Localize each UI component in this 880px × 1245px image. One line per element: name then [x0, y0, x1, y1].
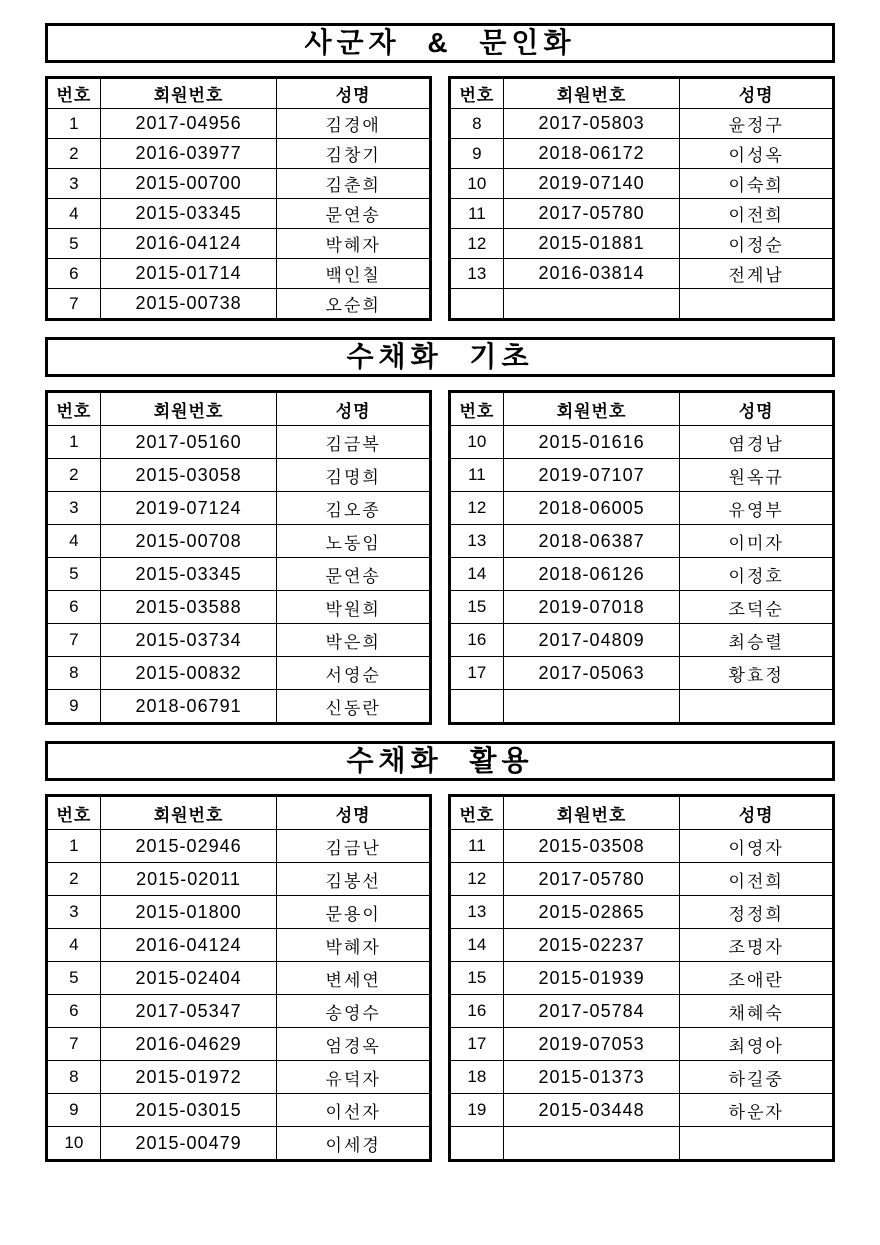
column-header: 성명 — [680, 796, 834, 830]
cell-member-id: 2015-01373 — [503, 1061, 680, 1094]
cell-member-id: 2015-02237 — [503, 929, 680, 962]
cell-number: 2 — [47, 459, 101, 492]
cell-number: 13 — [450, 525, 504, 558]
cell-name: 박원희 — [277, 591, 431, 624]
cell-name: 원옥규 — [680, 459, 834, 492]
cell-name: 이숙희 — [680, 169, 834, 199]
cell-number: 16 — [450, 995, 504, 1028]
cell-number: 6 — [47, 259, 101, 289]
header-row — [450, 78, 834, 109]
cell-name: 염경남 — [680, 426, 834, 459]
cell-number: 8 — [47, 1061, 101, 1094]
column-header: 번호 — [47, 392, 101, 426]
member-row — [450, 1028, 834, 1061]
member-row — [450, 591, 834, 624]
cell-member-id — [503, 289, 680, 320]
cell-name: 이정순 — [680, 229, 834, 259]
cell-name: 이성옥 — [680, 139, 834, 169]
member-row — [47, 139, 431, 169]
member-row — [450, 426, 834, 459]
member-row — [47, 229, 431, 259]
cell-name: 김금난 — [277, 830, 431, 863]
cell-member-id: 2016-04124 — [100, 229, 277, 259]
member-row — [450, 459, 834, 492]
cell-number: 3 — [47, 492, 101, 525]
cell-number: 5 — [47, 962, 101, 995]
cell-member-id: 2017-05347 — [100, 995, 277, 1028]
member-row — [47, 863, 431, 896]
cell-member-id: 2015-01881 — [503, 229, 680, 259]
header-row — [47, 796, 431, 830]
cell-number: 7 — [47, 624, 101, 657]
cell-name: 서영순 — [277, 657, 431, 690]
member-row — [47, 492, 431, 525]
member-row — [47, 558, 431, 591]
cell-number: 10 — [47, 1127, 101, 1161]
cell-member-id — [503, 690, 680, 724]
cell-number: 9 — [47, 1094, 101, 1127]
column-header: 회원번호 — [100, 796, 277, 830]
section-sagunja-muninhwa — [45, 23, 835, 321]
member-row — [450, 525, 834, 558]
cell-member-id: 2016-04629 — [100, 1028, 277, 1061]
column-header: 번호 — [450, 78, 504, 109]
member-row — [450, 289, 834, 320]
member-row — [47, 426, 431, 459]
cell-number: 8 — [450, 109, 504, 139]
cell-number: 7 — [47, 289, 101, 320]
member-row — [47, 169, 431, 199]
cell-number: 17 — [450, 657, 504, 690]
cell-name: 박혜자 — [277, 929, 431, 962]
member-row — [450, 558, 834, 591]
member-row — [450, 863, 834, 896]
cell-name — [680, 1127, 834, 1161]
member-row — [47, 1028, 431, 1061]
cell-name — [680, 289, 834, 320]
cell-name: 김명희 — [277, 459, 431, 492]
cell-name: 이미자 — [680, 525, 834, 558]
member-row — [450, 492, 834, 525]
member-row — [47, 289, 431, 320]
cell-number: 15 — [450, 591, 504, 624]
cell-number: 10 — [450, 426, 504, 459]
cell-member-id: 2018-06387 — [503, 525, 680, 558]
cell-number: 11 — [450, 199, 504, 229]
cell-name: 최영아 — [680, 1028, 834, 1061]
cell-name: 변세연 — [277, 962, 431, 995]
member-row — [47, 624, 431, 657]
column-header: 성명 — [680, 78, 834, 109]
member-row — [450, 229, 834, 259]
member-row — [450, 169, 834, 199]
cell-member-id: 2015-00479 — [100, 1127, 277, 1161]
cell-member-id: 2015-01972 — [100, 1061, 277, 1094]
cell-member-id: 2015-02404 — [100, 962, 277, 995]
cell-name: 이전희 — [680, 199, 834, 229]
cell-member-id: 2015-02865 — [503, 896, 680, 929]
cell-member-id: 2015-01939 — [503, 962, 680, 995]
cell-number — [450, 690, 504, 724]
cell-member-id: 2016-04124 — [100, 929, 277, 962]
cell-name: 김경애 — [277, 109, 431, 139]
cell-name: 정정희 — [680, 896, 834, 929]
cell-name: 윤정구 — [680, 109, 834, 139]
member-row — [450, 690, 834, 724]
column-header: 번호 — [47, 796, 101, 830]
cell-member-id: 2015-01800 — [100, 896, 277, 929]
member-table-right — [448, 390, 835, 725]
member-table-left — [45, 76, 432, 321]
cell-number: 2 — [47, 863, 101, 896]
cell-name: 노동임 — [277, 525, 431, 558]
cell-number: 1 — [47, 109, 101, 139]
cell-number: 7 — [47, 1028, 101, 1061]
cell-member-id: 2015-03345 — [100, 199, 277, 229]
header-row — [47, 78, 431, 109]
cell-number: 14 — [450, 558, 504, 591]
cell-member-id: 2018-06005 — [503, 492, 680, 525]
member-table-left — [45, 390, 432, 725]
column-header: 번호 — [450, 796, 504, 830]
cell-number: 19 — [450, 1094, 504, 1127]
cell-number: 3 — [47, 896, 101, 929]
cell-member-id: 2015-03508 — [503, 830, 680, 863]
cell-number: 15 — [450, 962, 504, 995]
cell-number: 9 — [47, 690, 101, 724]
column-header: 회원번호 — [503, 78, 680, 109]
column-header: 회원번호 — [503, 796, 680, 830]
cell-number: 11 — [450, 459, 504, 492]
member-row — [47, 896, 431, 929]
cell-member-id: 2015-03015 — [100, 1094, 277, 1127]
cell-name: 송영수 — [277, 995, 431, 1028]
section-title-banner: 사군자 & 문인화 — [45, 23, 835, 63]
cell-member-id: 2019-07053 — [503, 1028, 680, 1061]
column-header: 회원번호 — [100, 78, 277, 109]
member-table-left — [45, 794, 432, 1162]
cell-member-id: 2019-07124 — [100, 492, 277, 525]
cell-name: 조덕순 — [680, 591, 834, 624]
cell-number — [450, 1127, 504, 1161]
cell-name: 신동란 — [277, 690, 431, 724]
member-row — [450, 1061, 834, 1094]
member-row — [47, 962, 431, 995]
cell-name: 엄경옥 — [277, 1028, 431, 1061]
member-row — [450, 962, 834, 995]
cell-number: 12 — [450, 863, 504, 896]
cell-name: 유영부 — [680, 492, 834, 525]
member-row — [450, 1127, 834, 1161]
member-row — [47, 259, 431, 289]
cell-name: 채혜숙 — [680, 995, 834, 1028]
header-row — [47, 392, 431, 426]
member-row — [450, 995, 834, 1028]
cell-name: 황효정 — [680, 657, 834, 690]
member-row — [47, 929, 431, 962]
member-row — [47, 690, 431, 724]
member-table-right — [448, 76, 835, 321]
column-header: 성명 — [277, 78, 431, 109]
cell-member-id: 2019-07018 — [503, 591, 680, 624]
cell-name: 김오종 — [277, 492, 431, 525]
section-suchaehwa-gicho — [45, 337, 835, 725]
cell-name: 문연송 — [277, 558, 431, 591]
cell-number: 17 — [450, 1028, 504, 1061]
member-row — [47, 657, 431, 690]
cell-member-id: 2016-03814 — [503, 259, 680, 289]
cell-number: 1 — [47, 426, 101, 459]
section-title-banner: 수채화 활용 — [45, 741, 835, 781]
cell-member-id: 2015-03588 — [100, 591, 277, 624]
cell-name: 이전희 — [680, 863, 834, 896]
section-tables — [45, 76, 835, 321]
cell-number: 2 — [47, 139, 101, 169]
section-tables — [45, 390, 835, 725]
member-row — [47, 1127, 431, 1161]
cell-name: 문용이 — [277, 896, 431, 929]
column-header: 회원번호 — [503, 392, 680, 426]
member-row — [47, 1061, 431, 1094]
cell-name: 김창기 — [277, 139, 431, 169]
cell-number: 13 — [450, 896, 504, 929]
cell-member-id — [503, 1127, 680, 1161]
section-tables — [45, 794, 835, 1162]
cell-number: 8 — [47, 657, 101, 690]
cell-member-id: 2017-05803 — [503, 109, 680, 139]
cell-member-id: 2015-03448 — [503, 1094, 680, 1127]
member-row — [47, 525, 431, 558]
column-header: 성명 — [277, 796, 431, 830]
cell-member-id: 2015-02946 — [100, 830, 277, 863]
cell-number: 11 — [450, 830, 504, 863]
cell-name: 박혜자 — [277, 229, 431, 259]
cell-number: 9 — [450, 139, 504, 169]
cell-number: 6 — [47, 591, 101, 624]
cell-name: 김봉선 — [277, 863, 431, 896]
cell-member-id: 2017-05780 — [503, 863, 680, 896]
cell-name: 김금복 — [277, 426, 431, 459]
column-header: 번호 — [47, 78, 101, 109]
cell-member-id: 2017-05780 — [503, 199, 680, 229]
cell-member-id: 2019-07140 — [503, 169, 680, 199]
cell-number: 6 — [47, 995, 101, 1028]
header-row — [450, 392, 834, 426]
cell-number: 4 — [47, 525, 101, 558]
cell-number: 5 — [47, 558, 101, 591]
cell-number: 3 — [47, 169, 101, 199]
member-row — [450, 139, 834, 169]
cell-number: 12 — [450, 229, 504, 259]
cell-name — [680, 690, 834, 724]
cell-name: 유덕자 — [277, 1061, 431, 1094]
cell-member-id: 2017-05160 — [100, 426, 277, 459]
cell-member-id: 2015-00708 — [100, 525, 277, 558]
cell-name: 최승렬 — [680, 624, 834, 657]
cell-number: 4 — [47, 199, 101, 229]
cell-member-id: 2015-03734 — [100, 624, 277, 657]
cell-name: 하길중 — [680, 1061, 834, 1094]
cell-number: 10 — [450, 169, 504, 199]
cell-member-id: 2015-03058 — [100, 459, 277, 492]
cell-name: 조명자 — [680, 929, 834, 962]
member-row — [47, 199, 431, 229]
member-row — [450, 896, 834, 929]
section-title-banner: 수채화 기초 — [45, 337, 835, 377]
column-header: 번호 — [450, 392, 504, 426]
member-row — [47, 591, 431, 624]
cell-name: 백인칠 — [277, 259, 431, 289]
cell-number: 13 — [450, 259, 504, 289]
member-row — [450, 929, 834, 962]
cell-name: 조애란 — [680, 962, 834, 995]
cell-member-id: 2018-06172 — [503, 139, 680, 169]
cell-name: 전계남 — [680, 259, 834, 289]
column-header: 성명 — [680, 392, 834, 426]
member-row — [450, 624, 834, 657]
section-suchaehwa-hwalyong — [45, 741, 835, 1162]
cell-member-id: 2018-06126 — [503, 558, 680, 591]
cell-member-id: 2015-01616 — [503, 426, 680, 459]
cell-name: 문연송 — [277, 199, 431, 229]
member-row — [47, 995, 431, 1028]
cell-number: 5 — [47, 229, 101, 259]
cell-number: 18 — [450, 1061, 504, 1094]
cell-number: 14 — [450, 929, 504, 962]
cell-member-id: 2015-00700 — [100, 169, 277, 199]
member-table-right — [448, 794, 835, 1162]
cell-name: 이세경 — [277, 1127, 431, 1161]
member-row — [450, 1094, 834, 1127]
cell-name: 이영자 — [680, 830, 834, 863]
cell-member-id: 2017-04809 — [503, 624, 680, 657]
member-row — [47, 1094, 431, 1127]
cell-member-id: 2015-03345 — [100, 558, 277, 591]
cell-name: 하운자 — [680, 1094, 834, 1127]
column-header: 성명 — [277, 392, 431, 426]
cell-member-id: 2015-01714 — [100, 259, 277, 289]
member-row — [47, 459, 431, 492]
member-row — [450, 830, 834, 863]
cell-name: 이선자 — [277, 1094, 431, 1127]
cell-number: 12 — [450, 492, 504, 525]
cell-member-id: 2015-02011 — [100, 863, 277, 896]
member-row — [450, 657, 834, 690]
cell-member-id: 2017-05784 — [503, 995, 680, 1028]
member-row — [47, 109, 431, 139]
header-row — [450, 796, 834, 830]
cell-member-id: 2017-05063 — [503, 657, 680, 690]
cell-number: 4 — [47, 929, 101, 962]
cell-member-id: 2015-00738 — [100, 289, 277, 320]
cell-member-id: 2019-07107 — [503, 459, 680, 492]
member-row — [47, 830, 431, 863]
member-row — [450, 199, 834, 229]
cell-member-id: 2018-06791 — [100, 690, 277, 724]
member-row — [450, 259, 834, 289]
cell-number: 1 — [47, 830, 101, 863]
member-row — [450, 109, 834, 139]
cell-name: 김춘희 — [277, 169, 431, 199]
cell-member-id: 2015-00832 — [100, 657, 277, 690]
cell-name: 박은희 — [277, 624, 431, 657]
cell-member-id: 2016-03977 — [100, 139, 277, 169]
cell-number: 16 — [450, 624, 504, 657]
cell-name: 이정호 — [680, 558, 834, 591]
cell-name: 오순희 — [277, 289, 431, 320]
cell-member-id: 2017-04956 — [100, 109, 277, 139]
column-header: 회원번호 — [100, 392, 277, 426]
cell-number — [450, 289, 504, 320]
